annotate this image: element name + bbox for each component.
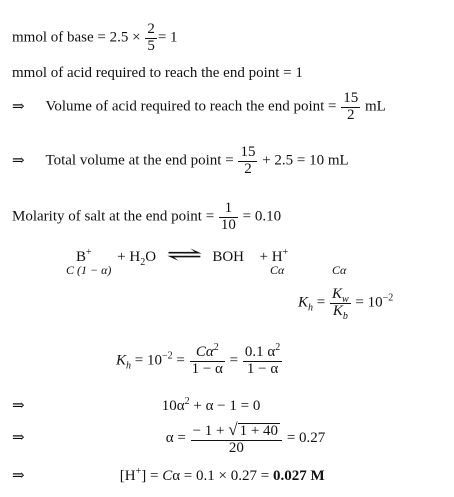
final-answer: 0.027 M: [272, 468, 325, 484]
line-molarity: Molarity of salt at the end point = $\frac{1}{10}$ = 0.10: [12, 200, 282, 233]
implies-arrow: ⇒: [12, 398, 25, 414]
line-total-volume: ⇒ Total volume at the end point = $\frac{15}{2}$ + 2.5 = 10 mL: [12, 144, 349, 177]
implies-arrow: ⇒: [12, 468, 25, 484]
sqrt-icon: √: [228, 420, 238, 439]
mmol-base-text: mmol of base = 2.5 ×: [12, 29, 141, 46]
fraction-15-2: $\frac{15}{2}$: [343, 90, 359, 123]
alpha-solution: ⇒ α = $\frac{- 1 + √ 1 + 40}{20}$ = 0.27: [12, 420, 326, 456]
equilibrium-arrows: ⇌: [165, 244, 203, 266]
fraction-kw-kb: $\frac{K_w}{K_b}$: [331, 286, 349, 322]
implies-arrow: ⇒: [12, 98, 25, 115]
implies-arrow: ⇒: [12, 152, 25, 169]
hydrogen-ion-concentration: ⇒ [H+] = Cα = 0.1 × 0.27 = 0.027 M: [12, 466, 325, 484]
fraction-2-5: $\frac{2}{5}$: [147, 21, 155, 54]
line-mmol-base: mmol of base = 2.5 × $\frac{2}{5}$ = 1: [12, 21, 178, 54]
fraction-01a2: $\frac{0.1 \alpha^2}{1 - \alpha}$: [244, 342, 281, 377]
fraction-ca2: $\frac{C\alpha^2}{1 - \alpha}$: [191, 342, 223, 377]
conc-boh: Cα: [270, 263, 285, 277]
line-volume-acid: ⇒ Volume of acid required to reach the end point = $\frac{15}{2}$ mL: [12, 90, 386, 123]
fraction-1-10: $\frac{1}{10}$: [220, 200, 236, 233]
fraction-quadratic-root: $\frac{- 1 + √ 1 + 40}{20}$: [191, 421, 282, 457]
hydrolysis-reaction: $B^+ + H_2O$ ⇌ BOH + H+: [76, 244, 289, 268]
fraction-15-2: $\frac{15}{2}$: [240, 144, 256, 177]
conc-h: Cα: [332, 263, 347, 277]
conc-b: C (1 − α): [66, 263, 112, 277]
kh-alpha-expression: $K_h = 10^{-2}$ = $\frac{C\alpha^2}{1 - \alpha}$ = $\frac{0.1 \alpha^2}{1 - \alpha}$: [116, 342, 281, 377]
line-mmol-acid: mmol of acid required to reach the end point = 1: [12, 65, 303, 81]
implies-arrow: ⇒: [12, 430, 25, 447]
kh-expression: $K_h$ = $\frac{K_w}{K_b}$ = $10^{-2}$: [298, 286, 394, 322]
quadratic-equation: ⇒ $10\alpha^2 + \alpha - 1 = 0$: [12, 396, 261, 414]
